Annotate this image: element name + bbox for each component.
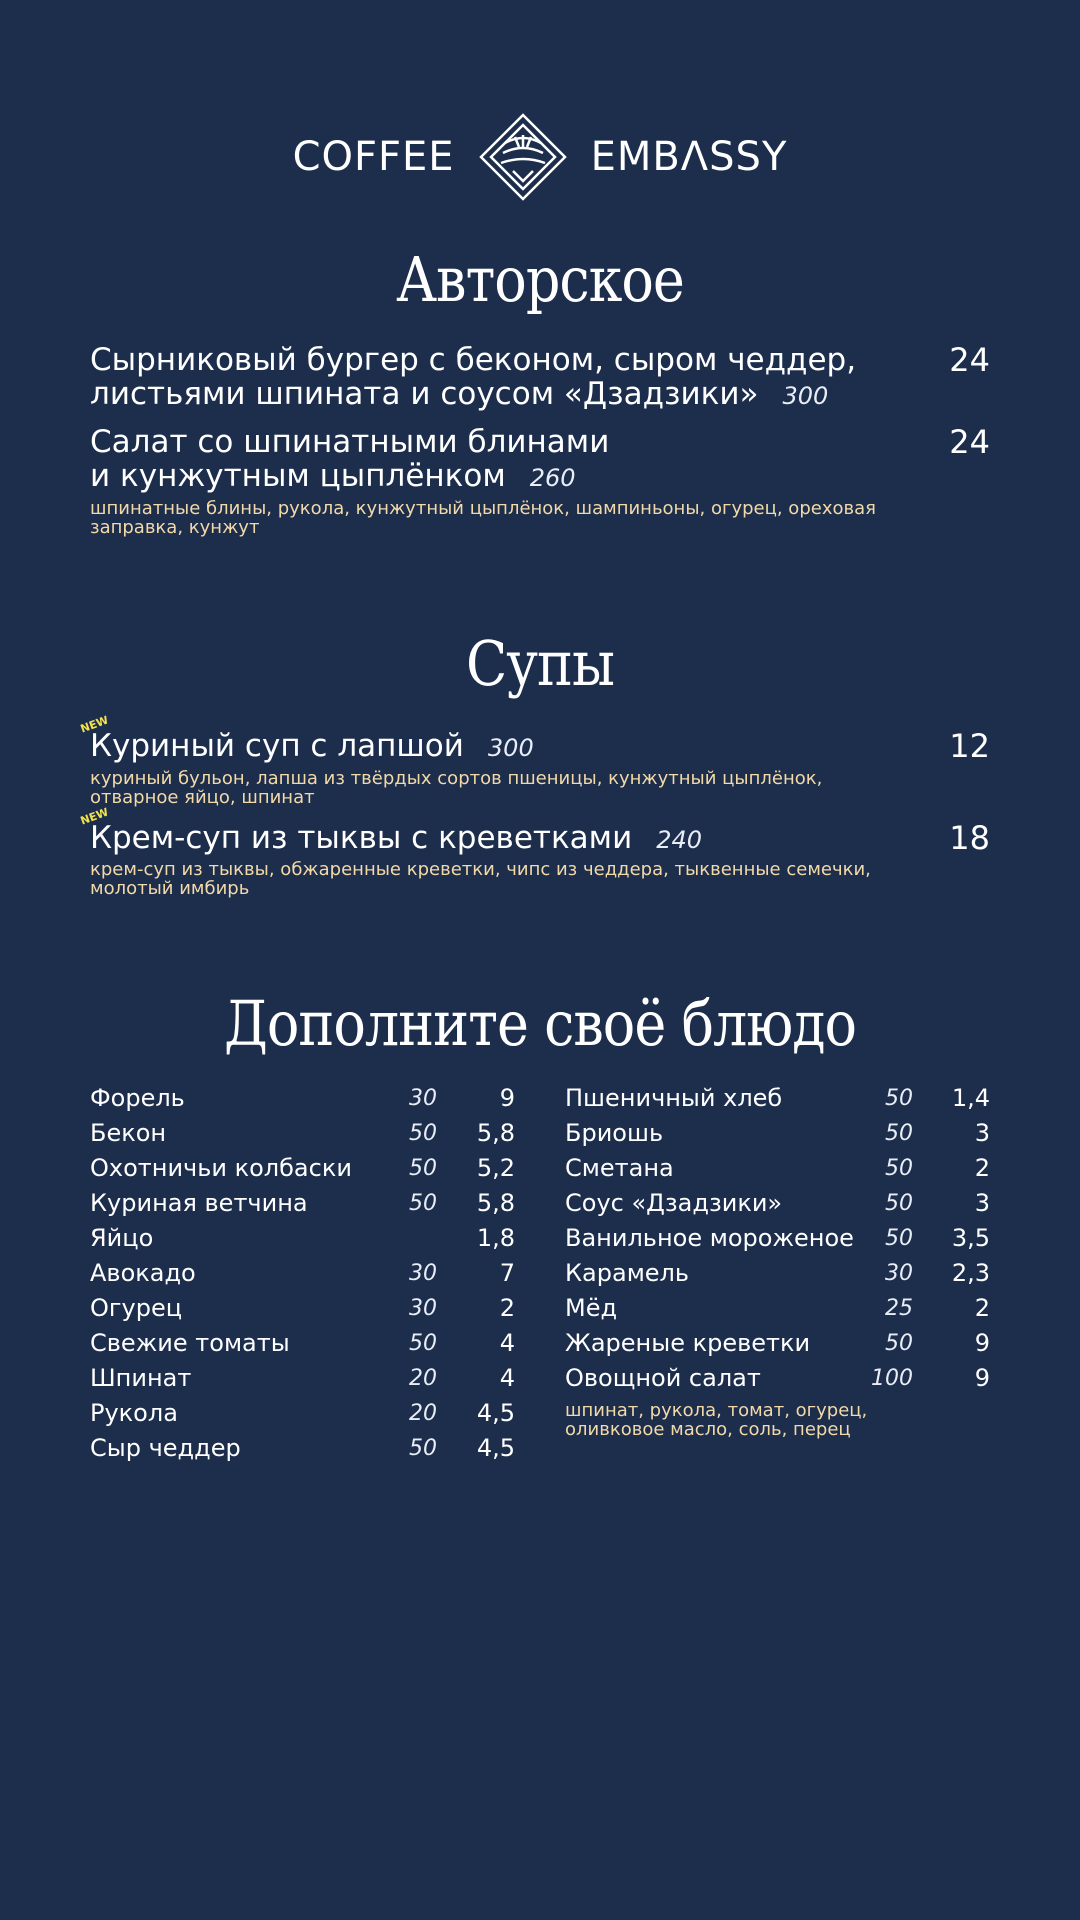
menu-item-name-line: Салат со шпинатными блинами (90, 424, 610, 460)
addon-weight: 50 (885, 1086, 913, 1111)
addon-weight: 20 (409, 1366, 437, 1391)
addon-weight: 100 (871, 1366, 913, 1391)
section-title-author: Авторское (396, 243, 684, 316)
description-line: заправка, кунжут (90, 517, 260, 538)
addon-weight: 25 (885, 1296, 913, 1321)
menu-item-description (90, 769, 910, 807)
menu-item-name-line: листьями шпината и соусом «Дзадзики» (90, 376, 759, 412)
addon-price: 3,5 (951, 1224, 990, 1252)
addon-name: Авокадо (90, 1259, 196, 1287)
menu-item-weight: 240 (656, 826, 703, 854)
addon-weight: 50 (409, 1156, 437, 1181)
addon-weight: 20 (409, 1401, 437, 1426)
addon-name: Охотничьи колбаски (90, 1154, 352, 1182)
brand-name-left: COFFEE (292, 134, 455, 180)
menu-item-price: 24 (949, 341, 990, 379)
brand-logo (0, 112, 1080, 202)
addon-weight: 50 (885, 1226, 913, 1251)
description-line: оливковое масло, соль, перец (565, 1419, 851, 1440)
menu-item-name (90, 343, 856, 413)
menu-item-name-line: и кунжутным цыплёнком (90, 458, 506, 494)
addon-name: Мёд (565, 1294, 618, 1322)
brand-name-right: EMBΛSSY (590, 134, 788, 180)
addon-name: Соус «Дзадзики» (565, 1189, 783, 1217)
addon-name: Рукола (90, 1399, 178, 1427)
addon-price: 9 (499, 1084, 515, 1112)
addon-price: 2 (499, 1294, 515, 1322)
menu-item-name (90, 425, 609, 495)
addon-price: 5,2 (476, 1154, 515, 1182)
addon-weight: 30 (409, 1261, 437, 1286)
addon-weight: 50 (409, 1436, 437, 1461)
addon-price: 4,5 (476, 1434, 515, 1462)
diamond-emblem-icon (479, 113, 567, 201)
addon-name: Сметана (565, 1154, 674, 1182)
menu-item-name-line: Куриный суп с лапшой (90, 728, 464, 764)
addon-price: 2 (974, 1294, 990, 1322)
addon-name: Бриошь (565, 1119, 664, 1147)
menu-item-name-line: Сырниковый бургер с беконом, сыром чеддер, (90, 342, 857, 378)
menu-item-name (90, 729, 534, 765)
section-title-addons: Дополните своё блюдо (223, 987, 857, 1060)
salad-description (565, 1401, 905, 1439)
addon-name: Яйцо (90, 1224, 154, 1252)
addon-name: Куриная ветчина (90, 1189, 308, 1217)
menu-item-weight: 300 (487, 734, 534, 762)
addon-name: Огурец (90, 1294, 183, 1322)
description-line: молотый имбирь (90, 878, 250, 899)
addon-weight: 30 (885, 1261, 913, 1286)
addon-weight: 50 (885, 1191, 913, 1216)
description-line: шпинатные блины, рукола, кунжутный цыплёнок, шампиньоны, огурец, ореховая (90, 498, 876, 519)
addon-name: Свежие томаты (90, 1329, 290, 1357)
addon-name: Бекон (90, 1119, 167, 1147)
addon-price: 5,8 (476, 1119, 515, 1147)
menu-item-weight: 300 (782, 382, 829, 410)
addon-name: Форель (90, 1084, 185, 1112)
addon-price: 1,8 (476, 1224, 515, 1252)
addon-price: 9 (974, 1329, 990, 1357)
addon-weight: 50 (885, 1121, 913, 1146)
menu-item-weight: 260 (529, 464, 576, 492)
description-line: куриный бульон, лапша из твёрдых сортов пшеницы, кунжутный цыплёнок, (90, 768, 823, 789)
addon-weight: 50 (885, 1156, 913, 1181)
addon-price: 3 (974, 1119, 990, 1147)
addon-price: 9 (974, 1364, 990, 1392)
menu-item-price: 12 (949, 727, 990, 765)
addon-name: Ванильное мороженое (565, 1224, 854, 1252)
new-badge: NEW (78, 805, 111, 828)
addon-name: Жареные креветки (565, 1329, 811, 1357)
new-badge: NEW (78, 713, 111, 736)
menu-item-name (90, 821, 702, 857)
addon-weight: 30 (409, 1086, 437, 1111)
menu-item-price: 18 (949, 819, 990, 857)
addon-price: 4 (499, 1364, 515, 1392)
addon-price: 2 (974, 1154, 990, 1182)
addon-name: Овощной салат (565, 1364, 761, 1392)
addon-weight: 50 (409, 1331, 437, 1356)
section-title-soups: Супы (465, 627, 615, 700)
addon-weight: 50 (409, 1191, 437, 1216)
addon-weight: 50 (885, 1331, 913, 1356)
menu-item-price: 24 (949, 423, 990, 461)
addon-price: 3 (974, 1189, 990, 1217)
addon-price: 1,4 (951, 1084, 990, 1112)
addon-price: 2,3 (951, 1259, 990, 1287)
addon-name: Карамель (565, 1259, 690, 1287)
menu-item-name-line: Крем-суп из тыквы с креветками (90, 820, 633, 856)
addon-name: Пшеничный хлеб (565, 1084, 783, 1112)
addon-name: Сыр чеддер (90, 1434, 241, 1462)
menu-item-description (90, 860, 910, 898)
addon-price: 5,8 (476, 1189, 515, 1217)
addon-weight: 30 (409, 1296, 437, 1321)
addon-price: 7 (499, 1259, 515, 1287)
addon-weight: 50 (409, 1121, 437, 1146)
addon-price: 4,5 (476, 1399, 515, 1427)
menu-item-description (90, 499, 910, 537)
addon-name: Шпинат (90, 1364, 192, 1392)
description-line: отварное яйцо, шпинат (90, 787, 315, 808)
description-line: крем-суп из тыквы, обжаренные креветки, чипс из чеддера, тыквенные семечки, (90, 859, 871, 880)
description-line: шпинат, рукола, томат, огурец, (565, 1400, 868, 1421)
addon-price: 4 (499, 1329, 515, 1357)
